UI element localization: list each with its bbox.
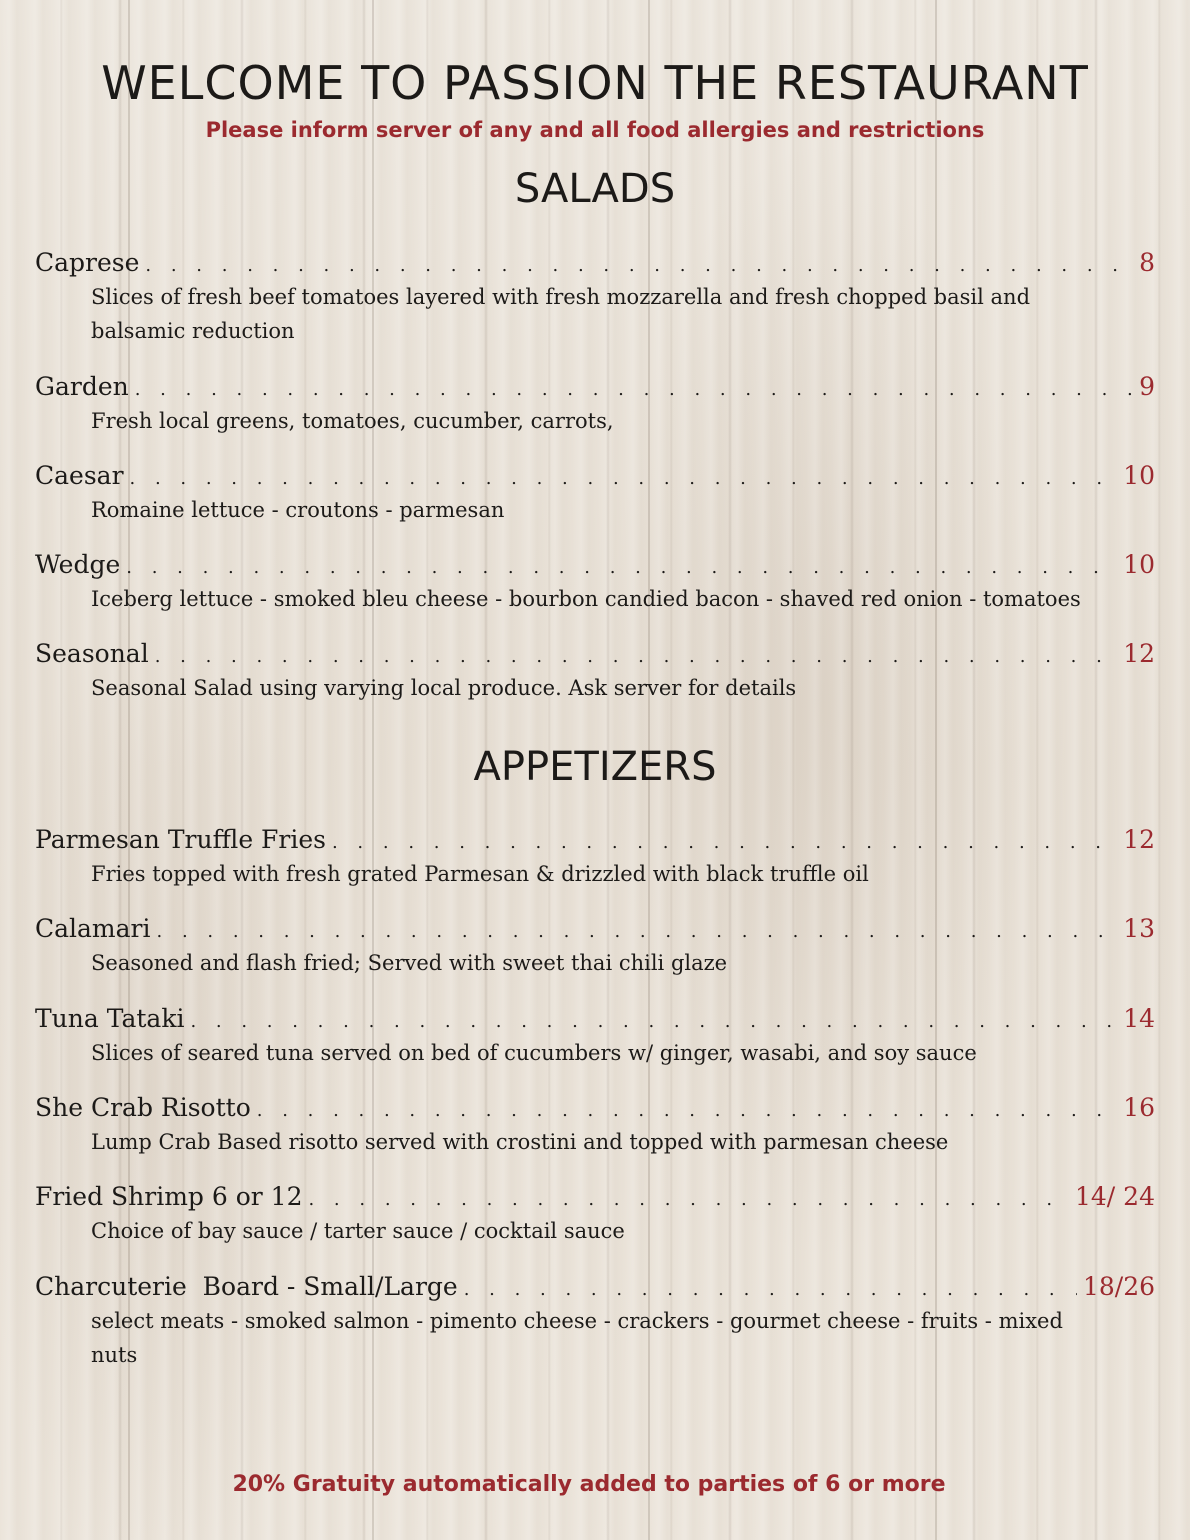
dot-leader	[308, 1183, 1069, 1217]
item-description: Seasonal Salad using varying local produce. Ask server for details	[91, 676, 797, 700]
item-line	[35, 1270, 1155, 1304]
item-name: Caesar	[35, 461, 124, 490]
item-line	[35, 370, 1155, 404]
item-name: Charcuterie Board - Small/Large	[35, 1272, 458, 1301]
item-price: 9	[1139, 372, 1155, 401]
menu-item-seasonal	[35, 637, 1155, 705]
item-name: Calamari	[35, 914, 151, 943]
menu-item-she-crab-risotto	[35, 1091, 1155, 1159]
menu-item-fried-shrimp	[35, 1180, 1155, 1248]
item-line	[35, 1180, 1155, 1214]
gratuity-notice: 20% Gratuity automatically added to parties of 6 or more	[232, 1472, 946, 1497]
item-name: Wedge	[35, 550, 121, 579]
salads-heading: SALADS	[514, 166, 676, 212]
item-line	[35, 548, 1155, 582]
item-name: Parmesan Truffle Fries	[35, 825, 326, 854]
item-price: 14/ 24	[1075, 1182, 1155, 1211]
item-price: 18/26	[1082, 1272, 1155, 1301]
item-description: Fresh local greens, tomatoes, cucumber, carrots,	[91, 409, 614, 433]
dot-leader	[190, 1005, 1117, 1039]
item-description: Choice of bay sauce / tarter sauce / cocktail sauce	[91, 1219, 625, 1243]
dot-leader	[145, 249, 1133, 283]
item-description: Iceberg lettuce - smoked bleu cheese - bourbon candied bacon - shaved red onion - tomatoes	[91, 587, 1081, 611]
item-description: Lump Crab Based risotto served with crostini and topped with parmesan cheese	[91, 1130, 949, 1154]
item-description: Romaine lettuce - croutons - parmesan	[91, 498, 505, 522]
dot-leader	[157, 915, 1118, 949]
dot-leader	[257, 1094, 1117, 1128]
menu-item-calamari	[35, 912, 1155, 980]
item-description: Seasoned and flash fried; Served with sweet thai chili glaze	[91, 951, 728, 975]
menu-item-tuna-tataki	[35, 1002, 1155, 1070]
item-price: 12	[1123, 639, 1155, 668]
item-name: Fried Shrimp 6 or 12	[35, 1182, 303, 1211]
menu-item-garden	[35, 370, 1155, 438]
item-line	[35, 246, 1155, 280]
item-line	[35, 459, 1155, 493]
appetizers-heading: APPETIZERS	[473, 744, 717, 790]
item-name: Tuna Tataki	[35, 1004, 185, 1033]
item-description: Slices of fresh beef tomatoes layered with fresh mozzarella and fresh chopped basil and balsamic reduction	[91, 285, 1031, 343]
dot-leader	[135, 373, 1133, 407]
menu-item-parmesan-truffle-fries	[35, 823, 1155, 891]
menu-title: WELCOME TO PASSION THE RESTAURANT	[101, 56, 1089, 110]
item-description: Slices of seared tuna served on bed of cucumbers w/ ginger, wasabi, and soy sauce	[91, 1041, 977, 1065]
menu-item-caprese	[35, 246, 1155, 348]
dot-leader	[332, 826, 1117, 860]
item-name: Caprese	[35, 248, 140, 277]
item-price: 8	[1139, 248, 1155, 277]
dot-leader	[130, 462, 1118, 496]
menu-item-wedge	[35, 548, 1155, 616]
item-price: 16	[1123, 1093, 1155, 1122]
menu-item-charcuterie-board	[35, 1270, 1155, 1372]
item-line	[35, 1091, 1155, 1125]
menu-item-caesar	[35, 459, 1155, 527]
item-line	[35, 1002, 1155, 1036]
item-price: 12	[1123, 825, 1155, 854]
item-price: 14	[1123, 1004, 1155, 1033]
item-price: 10	[1123, 550, 1155, 579]
item-line	[35, 912, 1155, 946]
item-name: Seasonal	[35, 639, 149, 668]
dot-leader	[126, 551, 1117, 585]
allergy-notice: Please inform server of any and all food allergies and restrictions	[205, 118, 985, 142]
item-description: select meats - smoked salmon - pimento cheese - crackers - gourmet cheese - fruits - mixed nuts	[91, 1309, 1063, 1367]
item-line	[35, 637, 1155, 671]
item-name: She Crab Risotto	[35, 1093, 251, 1122]
dot-leader	[464, 1273, 1077, 1307]
item-line	[35, 823, 1155, 857]
dot-leader	[155, 640, 1117, 674]
item-name: Garden	[35, 372, 129, 401]
item-price: 13	[1123, 914, 1155, 943]
item-description: Fries topped with fresh grated Parmesan & drizzled with black truffle oil	[91, 862, 869, 886]
item-price: 10	[1123, 461, 1155, 490]
